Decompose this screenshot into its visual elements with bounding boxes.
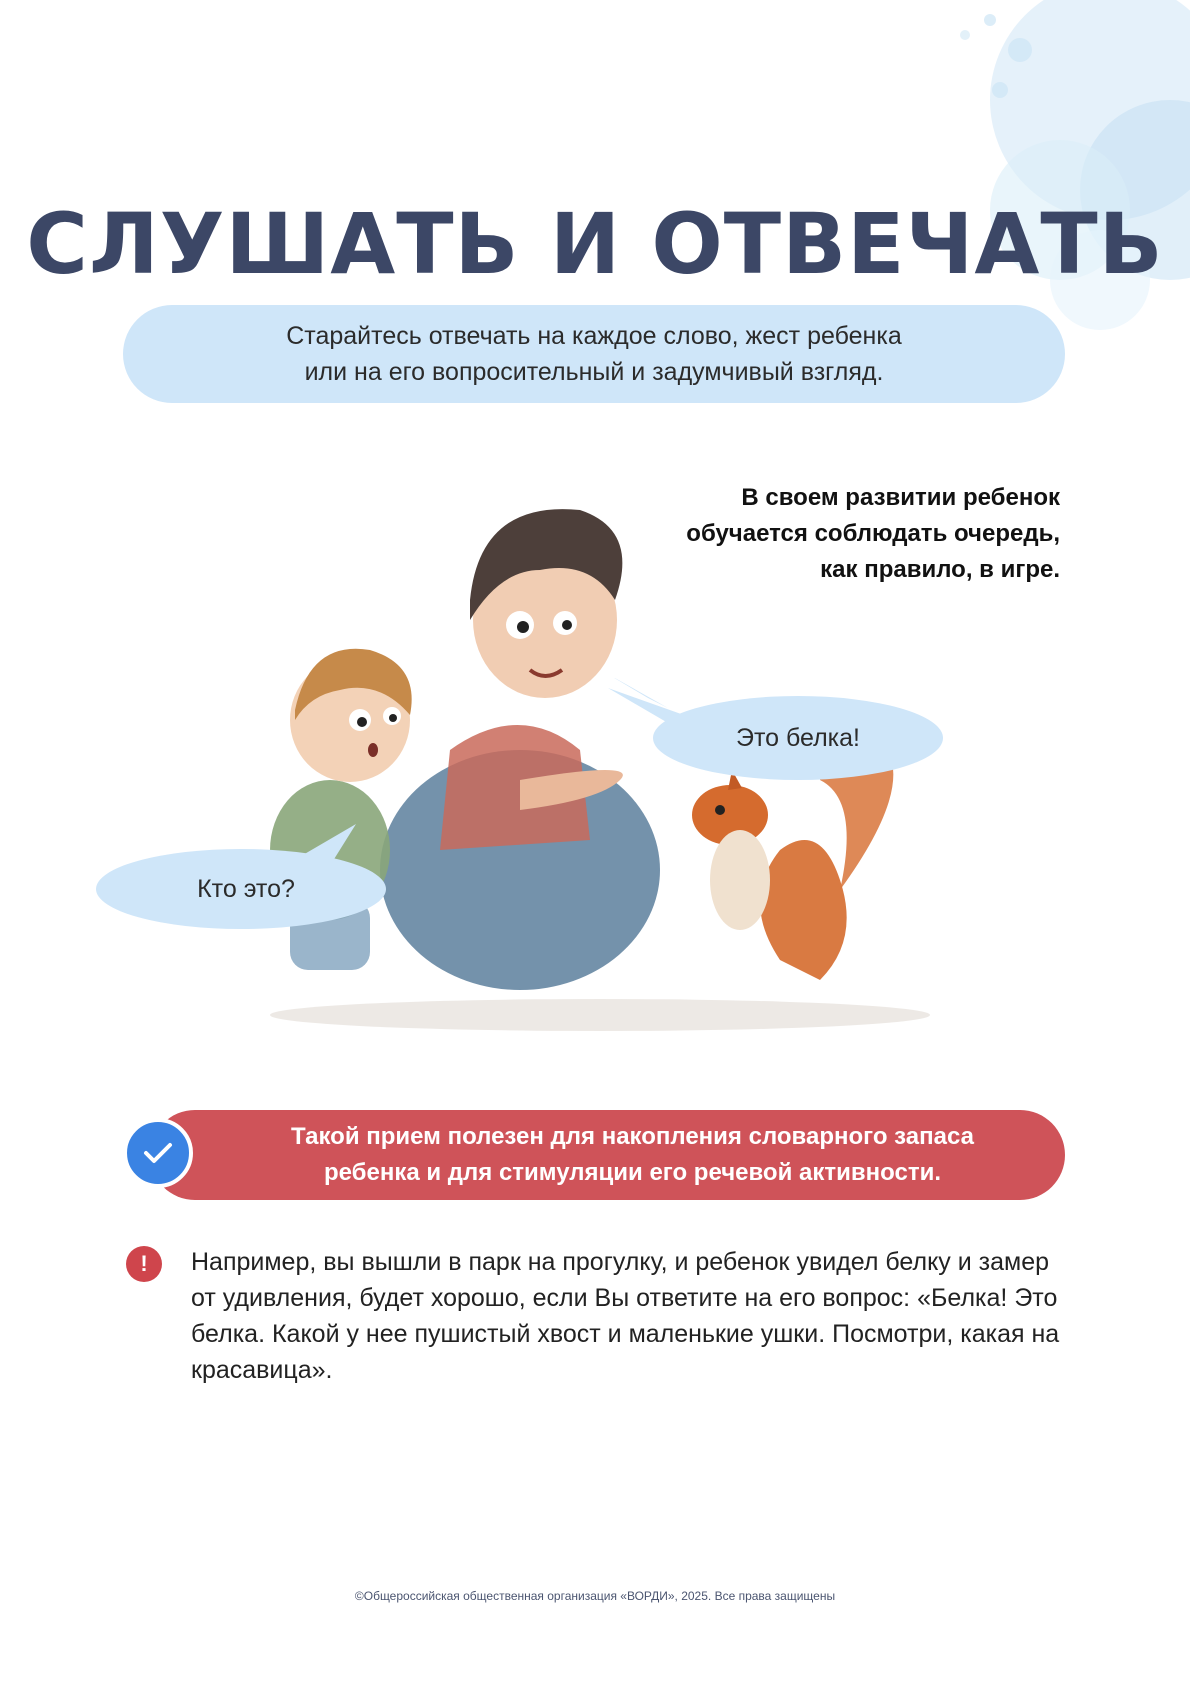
speech-bubble-mother — [608, 678, 948, 798]
speech-mother-text: Это белка! — [735, 723, 861, 752]
speech-child-text: Кто это? — [197, 874, 295, 903]
development-note-line-1: В своем развитии ребенок — [741, 484, 1060, 511]
key-point-banner — [150, 1110, 1065, 1200]
checkmark-icon — [123, 1118, 193, 1188]
intro-line-1: Старайтесь отвечать на каждое слово, жест ребенка — [286, 322, 902, 350]
speech-bubble-child — [96, 824, 396, 934]
intro-line-2: или на его вопросительный и задумчивый взгляд. — [304, 358, 884, 386]
exclamation-icon: ! — [126, 1246, 162, 1282]
development-note-line-2: обучается соблюдать очередь, — [686, 520, 1060, 547]
intro-banner — [123, 305, 1065, 403]
key-point-line-2: ребенка и для стимуляции его речевой активности. — [323, 1159, 941, 1186]
key-point-line-1: Такой прием полезен для накопления словарного запаса — [291, 1123, 974, 1150]
copyright-footer: ©Общероссийская общественная организация «ВОРДИ», 2025. Все права защищены — [354, 1589, 836, 1603]
development-note-line-3: как правило, в игре. — [820, 556, 1060, 583]
page-title: СЛУШАТЬ И ОТВЕЧАТЬ — [26, 195, 1164, 293]
development-note — [640, 480, 1060, 588]
example-paragraph: Например, вы вышли в парк на прогулку, и ребенок увидел белку и замер от удивления, будет хорошо, если Вы ответите на его вопрос: «Белка! Это белка. Какой у нее пушистый хвост и маленькие ушки. Посмотри, какая на красавица». — [191, 1248, 1060, 1384]
check-glyph — [143, 1141, 173, 1165]
